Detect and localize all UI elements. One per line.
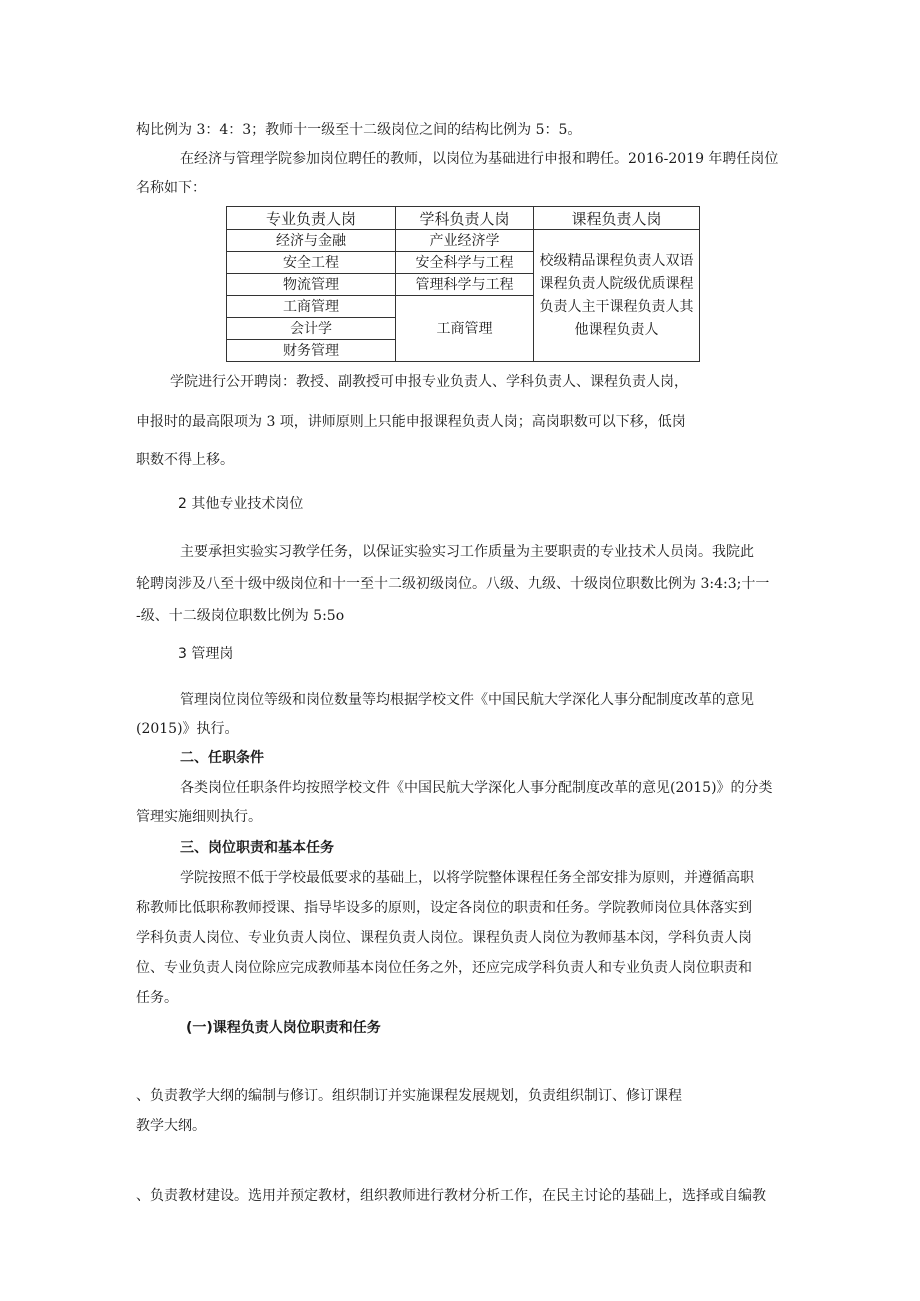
paragraph-public-hiring-line3: 职数不得上移。 <box>136 452 234 468</box>
post-table <box>226 206 700 362</box>
heading-other-technical-posts: 2 其他专业技术岗位 <box>178 496 304 512</box>
paragraph-duties-line5: 任务。 <box>136 990 178 1006</box>
header-discipline: 学科负责人岗 <box>396 207 534 230</box>
major-cell: 会计学 <box>227 318 396 340</box>
paragraph-public-hiring-line1: 学院进行公开聘岗：教授、副教授可申报专业负责人、学科负责人、课程负责人岗， <box>170 374 688 390</box>
item-syllabus-line2: 教学大纲。 <box>136 1118 206 1134</box>
heading-management-posts: 3 管理岗 <box>178 646 234 662</box>
discipline-cell: 工商管理 <box>396 296 534 362</box>
table-row <box>227 230 700 252</box>
paragraph-lab-posts-line2: 轮聘岗涉及八至十级中级岗位和十一至十二级初级岗位。八级、九级、十级岗位职数比例为 3:4:3;十一 <box>136 576 770 592</box>
table-header-row <box>227 207 700 230</box>
paragraph-appointment-line1: 在经济与管理学院参加岗位聘任的教师，以岗位为基础进行申报和聘任。2016-2019 年聘任岗位 <box>180 151 779 167</box>
major-cell: 安全工程 <box>227 252 396 274</box>
discipline-cell: 管理科学与工程 <box>396 274 534 296</box>
paragraph-ratio-line: 构比例为 3：4：3；教师十一级至十二级岗位之间的结构比例为 5：5。 <box>136 122 582 138</box>
header-major: 专业负责人岗 <box>227 207 396 230</box>
subsection-course-lead-duties: (一)课程负责人岗位职责和任务 <box>186 1020 381 1036</box>
section-qualifications: 二、任职条件 <box>180 750 264 766</box>
paragraph-duties-line4: 位、专业负责人岗位除应完成教师基本岗位任务之外，还应完成学科负责人和专业负责人岗位职责和 <box>136 960 752 976</box>
discipline-cell: 安全科学与工程 <box>396 252 534 274</box>
item-textbook-line1: 、负责教材建设。选用并预定教材，组织教师进行教材分析工作，在民主讨论的基础上，选择或自编教 <box>136 1188 766 1204</box>
paragraph-qualifications-line1: 各类岗位任职条件均按照学校文件《中国民航大学深化人事分配制度改革的意见(2015)》的分类 <box>180 780 773 796</box>
item-syllabus-line1: 、负责教学大纲的编制与修订。组织制订并实施课程发展规划，负责组织制订、修订课程 <box>136 1088 682 1104</box>
header-course: 课程负责人岗 <box>534 207 700 230</box>
paragraph-public-hiring-line2: 申报时的最高限项为 3 项，讲师原则上只能申报课程负责人岗；高岗职数可以下移，低岗 <box>136 414 686 430</box>
section-duties: 三、岗位职责和基本任务 <box>180 840 334 856</box>
discipline-cell: 产业经济学 <box>396 230 534 252</box>
course-cell: 校级精品课程负责人双语课程负责人院级优质课程负责人主干课程负责人其他课程负责人 <box>534 230 700 362</box>
paragraph-management-line1: 管理岗位岗位等级和岗位数量等均根据学校文件《中国民航大学深化人事分配制度改革的意见 <box>180 692 754 708</box>
major-cell: 经济与金融 <box>227 230 396 252</box>
paragraph-duties-line1: 学院按照不低于学校最低要求的基础上，以将学院整体课程任务全部安排为原则，并遵循高职 <box>180 870 754 886</box>
paragraph-duties-line3: 学科负责人岗位、专业负责人岗位、课程负责人岗位。课程负责人岗位为教师基本闵，学科负责人岗 <box>136 930 752 946</box>
paragraph-lab-posts-line3: -级、十二级岗位职数比例为 5:5o <box>136 608 345 624</box>
major-cell: 财务管理 <box>227 340 396 362</box>
paragraph-appointment-line2: 名称如下： <box>136 180 206 196</box>
paragraph-duties-line2: 称教师比低职称教师授课、指导毕设多的原则，设定各岗位的职责和任务。学院教师岗位具体落实到 <box>136 900 752 916</box>
paragraph-qualifications-line2: 管理实施细则执行。 <box>136 809 262 825</box>
paragraph-lab-posts-line1: 主要承担实验实习教学任务，以保证实验实习工作质量为主要职责的专业技术人员岗。我院此 <box>180 544 754 560</box>
paragraph-management-line2: (2015)》执行。 <box>136 721 239 737</box>
major-cell: 工商管理 <box>227 296 396 318</box>
major-cell: 物流管理 <box>227 274 396 296</box>
